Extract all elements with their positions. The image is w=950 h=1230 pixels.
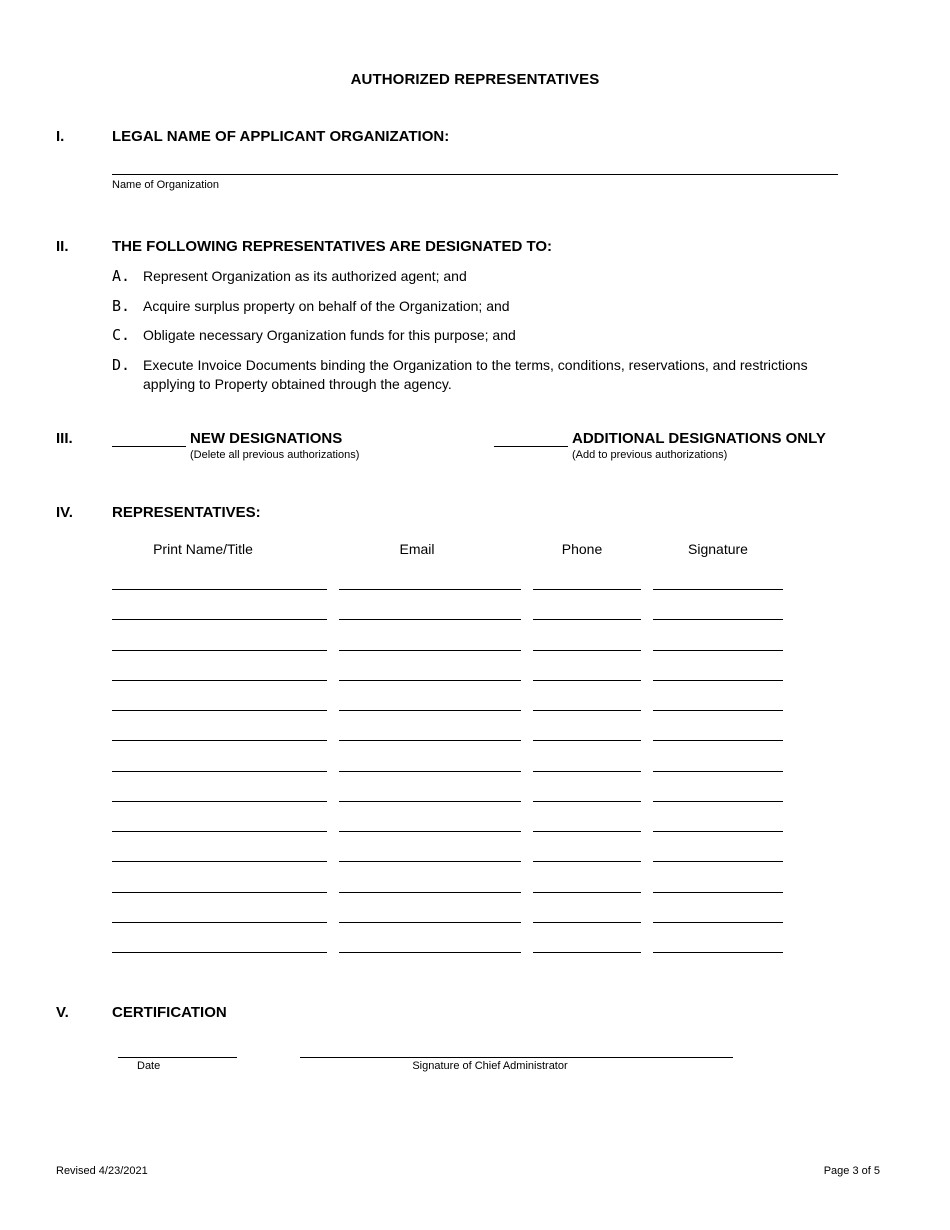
section-2-heading: THE FOLLOWING REPRESENTATIVES ARE DESIGNATED TO:	[112, 238, 553, 255]
item-c-text: Obligate necessary Organization funds for this purpose; and	[143, 327, 516, 343]
column-header-phone: Phone	[561, 541, 603, 557]
rep-row-1-signature-line[interactable]	[653, 589, 783, 590]
item-d-line-1: Execute Invoice Documents binding the Organization to the terms, conditions, reservations, and restrictions	[143, 357, 808, 373]
item-a-text: Represent Organization as its authorized agent; and	[143, 268, 467, 284]
item-a-letter: A.	[112, 267, 131, 285]
rep-row-2-signature-line[interactable]	[653, 619, 783, 620]
page-title: AUTHORIZED REPRESENTATIVES	[350, 71, 600, 88]
column-header-signature: Signature	[688, 541, 748, 557]
rep-row-5-signature-line[interactable]	[653, 710, 783, 711]
rep-row-13-signature-line[interactable]	[653, 952, 783, 953]
page-number: Page 3 of 5	[823, 1165, 880, 1177]
rep-row-3-email-line[interactable]	[339, 650, 521, 651]
rep-row-6-signature-line[interactable]	[653, 740, 783, 741]
rep-row-13-name-line[interactable]	[112, 952, 327, 953]
revised-date: Revised 4/23/2021	[56, 1165, 148, 1177]
section-3-number: III.	[56, 430, 73, 447]
rep-row-5-name-line[interactable]	[112, 710, 327, 711]
rep-row-10-signature-line[interactable]	[653, 861, 783, 862]
new-designations-checkbox-blank[interactable]	[112, 430, 186, 447]
section-5-number: V.	[56, 1004, 69, 1021]
date-label: Date	[137, 1060, 161, 1072]
rep-row-7-signature-line[interactable]	[653, 771, 783, 772]
additional-designations-label: ADDITIONAL DESIGNATIONS ONLY	[572, 430, 826, 447]
additional-designations-note: (Add to previous authorizations)	[572, 449, 728, 461]
rep-row-13-email-line[interactable]	[339, 952, 521, 953]
rep-row-10-name-line[interactable]	[112, 861, 327, 862]
additional-designations-checkbox-blank[interactable]	[494, 430, 568, 447]
rep-row-2-phone-line[interactable]	[533, 619, 641, 620]
date-line[interactable]	[118, 1057, 237, 1058]
rep-row-10-email-line[interactable]	[339, 861, 521, 862]
section-2-number: II.	[56, 238, 69, 255]
rep-row-8-email-line[interactable]	[339, 801, 521, 802]
item-c-letter: C.	[112, 326, 131, 344]
organization-name-label: Name of Organization	[112, 179, 219, 191]
rep-row-12-email-line[interactable]	[339, 922, 521, 923]
rep-row-12-signature-line[interactable]	[653, 922, 783, 923]
rep-row-12-name-line[interactable]	[112, 922, 327, 923]
section-1-number: I.	[56, 128, 65, 145]
rep-row-2-name-line[interactable]	[112, 619, 327, 620]
chief-administrator-signature-label: Signature of Chief Administrator	[412, 1060, 568, 1072]
rep-row-6-email-line[interactable]	[339, 740, 521, 741]
rep-row-1-email-line[interactable]	[339, 589, 521, 590]
rep-row-11-phone-line[interactable]	[533, 892, 641, 893]
rep-row-5-email-line[interactable]	[339, 710, 521, 711]
rep-row-8-name-line[interactable]	[112, 801, 327, 802]
rep-row-8-phone-line[interactable]	[533, 801, 641, 802]
rep-row-4-name-line[interactable]	[112, 680, 327, 681]
section-4-heading: REPRESENTATIVES:	[112, 504, 261, 521]
new-designations-label: NEW DESIGNATIONS	[190, 430, 343, 447]
rep-row-10-phone-line[interactable]	[533, 861, 641, 862]
column-header-name: Print Name/Title	[153, 541, 253, 557]
rep-row-3-phone-line[interactable]	[533, 650, 641, 651]
new-designations-note: (Delete all previous authorizations)	[190, 449, 360, 461]
rep-row-12-phone-line[interactable]	[533, 922, 641, 923]
rep-row-9-signature-line[interactable]	[653, 831, 783, 832]
rep-row-13-phone-line[interactable]	[533, 952, 641, 953]
section-4-number: IV.	[56, 504, 73, 521]
rep-row-9-email-line[interactable]	[339, 831, 521, 832]
organization-name-field[interactable]	[112, 152, 838, 175]
column-header-email: Email	[399, 541, 435, 557]
rep-row-1-phone-line[interactable]	[533, 589, 641, 590]
item-b-text: Acquire surplus property on behalf of the Organization; and	[143, 298, 510, 314]
rep-row-11-email-line[interactable]	[339, 892, 521, 893]
rep-row-3-signature-line[interactable]	[653, 650, 783, 651]
rep-row-3-name-line[interactable]	[112, 650, 327, 651]
rep-row-8-signature-line[interactable]	[653, 801, 783, 802]
chief-administrator-signature-line[interactable]	[300, 1057, 733, 1058]
rep-row-9-name-line[interactable]	[112, 831, 327, 832]
rep-row-2-email-line[interactable]	[339, 619, 521, 620]
item-d-letter: D.	[112, 356, 131, 374]
rep-row-9-phone-line[interactable]	[533, 831, 641, 832]
section-5-heading: CERTIFICATION	[112, 1004, 227, 1021]
rep-row-4-signature-line[interactable]	[653, 680, 783, 681]
rep-row-4-phone-line[interactable]	[533, 680, 641, 681]
rep-row-11-signature-line[interactable]	[653, 892, 783, 893]
item-d-text	[143, 356, 843, 394]
rep-row-11-name-line[interactable]	[112, 892, 327, 893]
rep-row-7-email-line[interactable]	[339, 771, 521, 772]
rep-row-5-phone-line[interactable]	[533, 710, 641, 711]
item-b-letter: B.	[112, 297, 131, 315]
rep-row-7-name-line[interactable]	[112, 771, 327, 772]
section-1-heading: LEGAL NAME OF APPLICANT ORGANIZATION:	[112, 128, 450, 145]
rep-row-6-phone-line[interactable]	[533, 740, 641, 741]
rep-row-4-email-line[interactable]	[339, 680, 521, 681]
rep-row-6-name-line[interactable]	[112, 740, 327, 741]
rep-row-1-name-line[interactable]	[112, 589, 327, 590]
rep-row-7-phone-line[interactable]	[533, 771, 641, 772]
item-d-line-2: applying to Property obtained through the agency.	[143, 376, 452, 392]
